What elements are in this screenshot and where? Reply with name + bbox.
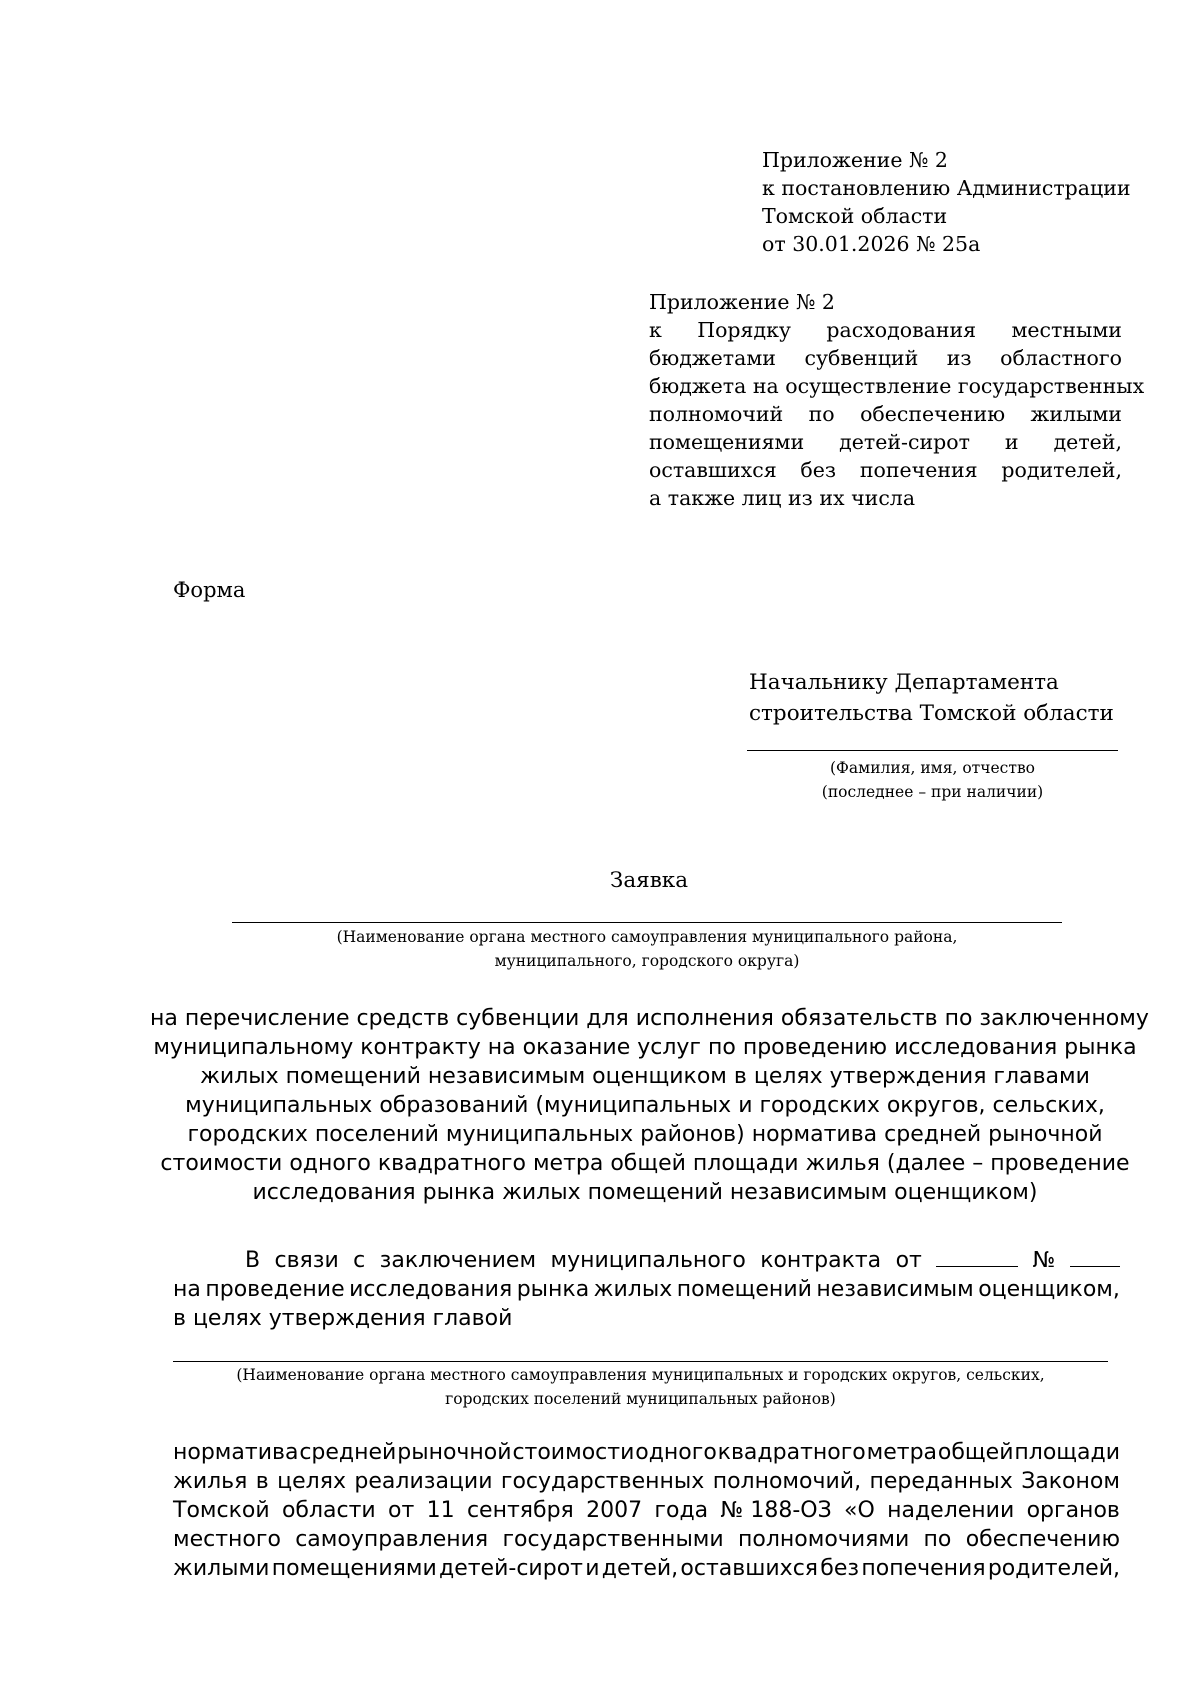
word: жилых xyxy=(593,1277,673,1302)
word: Законом xyxy=(1021,1469,1120,1494)
word: № 188-ОЗ xyxy=(720,1498,832,1523)
contract-paragraph-line: в целях утверждения главой xyxy=(173,1306,513,1331)
word: наделении xyxy=(887,1498,1015,1523)
word: реализации xyxy=(354,1469,493,1494)
word: жилья xyxy=(173,1469,248,1494)
norm-paragraph-line xyxy=(173,1467,1120,1496)
word: заключением xyxy=(379,1248,537,1273)
word: родителей, xyxy=(1001,458,1122,482)
word: родителей, xyxy=(987,1556,1120,1581)
word: 2007 xyxy=(586,1498,643,1523)
word: области xyxy=(281,1498,376,1523)
word: жилыми xyxy=(1030,402,1122,426)
word: от xyxy=(895,1248,922,1273)
appendix-procedure-line xyxy=(649,428,1122,456)
word: проведение xyxy=(205,1277,345,1302)
contract-date-blank[interactable] xyxy=(936,1246,1018,1267)
word: сентября xyxy=(466,1498,574,1523)
caption-line: муниципального, городского округа) xyxy=(494,952,800,970)
contract-paragraph-line xyxy=(173,1275,1120,1304)
addressee-block xyxy=(749,667,1114,729)
word: года xyxy=(654,1498,709,1523)
word: одного xyxy=(635,1440,717,1465)
addressee-line: строительства Томской области xyxy=(749,701,1114,726)
word: обеспечению xyxy=(860,402,1006,426)
purpose-line: городских поселений муниципальных районов) норматива средней рыночной xyxy=(187,1122,1103,1147)
word: Томской xyxy=(173,1498,270,1523)
word: рынка xyxy=(516,1277,590,1302)
appendix-resolution-line: от 30.01.2026 № 25а xyxy=(762,232,981,256)
word: полномочий, xyxy=(712,1469,862,1494)
appendix-procedure-line xyxy=(649,316,1122,344)
word: от xyxy=(388,1498,415,1523)
word: без xyxy=(800,458,837,482)
word: бюджетами xyxy=(649,346,776,370)
norm-paragraph xyxy=(173,1438,1120,1583)
purpose-line: муниципальному контракту на оказание услуг по проведению исследования рынка xyxy=(153,1035,1137,1060)
word: оценщиком, xyxy=(978,1277,1120,1302)
word: попечения xyxy=(859,458,978,482)
purpose-line: стоимости одного квадратного метра общей площади жилья (далее – проведение xyxy=(160,1151,1130,1176)
municipal-organ-caption xyxy=(173,1363,1108,1411)
addressee-line: Начальнику Департамента xyxy=(749,670,1059,695)
contract-number-blank[interactable] xyxy=(1070,1246,1120,1267)
word: контракта xyxy=(760,1248,882,1273)
appendix-resolution-block xyxy=(762,146,1131,258)
word: бюджета на осуществление государственных xyxy=(649,374,1145,398)
word: квадратного xyxy=(717,1440,866,1465)
word: оставшихся xyxy=(680,1556,819,1581)
purpose-line: муниципальных образований (муниципальных и городских округов, сельских, xyxy=(185,1093,1105,1118)
word: помещениями xyxy=(649,430,805,454)
purpose-line: исследования рынка жилых помещений независимым оценщиком) xyxy=(252,1180,1038,1205)
word: 11 xyxy=(426,1498,455,1523)
word: обеспечению xyxy=(965,1527,1120,1552)
contract-paragraph-line xyxy=(173,1246,1120,1275)
norm-paragraph-line xyxy=(173,1554,1120,1583)
purpose-paragraph xyxy=(150,1004,1149,1207)
contract-paragraph xyxy=(173,1246,1120,1333)
caption-line: (Наименование органа местного самоуправления муниципальных и городских округов, сельских, xyxy=(236,1366,1045,1384)
appendix-resolution-line: к постановлению Администрации xyxy=(762,176,1131,200)
word: «О xyxy=(844,1498,875,1523)
norm-paragraph-line xyxy=(173,1525,1120,1554)
appendix-procedure-last-line: а также лиц из их числа xyxy=(649,486,916,510)
purpose-line: жилых помещений независимым оценщиком в целях утверждения главами xyxy=(200,1064,1090,1089)
appendix-procedure-line xyxy=(649,372,1145,400)
word: полномочиями xyxy=(738,1527,910,1552)
word: субвенций xyxy=(804,346,919,370)
word: на xyxy=(173,1277,201,1302)
caption-line: (Наименование органа местного самоуправления муниципального района, xyxy=(336,928,958,946)
word: средней xyxy=(299,1440,397,1465)
word: целях xyxy=(277,1469,346,1494)
word: самоуправления xyxy=(295,1527,489,1552)
word: детей-сирот xyxy=(839,430,970,454)
word: рыночной xyxy=(397,1440,512,1465)
word: к xyxy=(649,318,662,342)
word: В xyxy=(245,1248,261,1273)
appendix-procedure-block xyxy=(649,288,1145,512)
word: местными xyxy=(1011,318,1122,342)
word: помещениями xyxy=(271,1556,437,1581)
organization-name-caption xyxy=(232,925,1062,973)
word: жилыми xyxy=(173,1556,270,1581)
word: из xyxy=(946,346,972,370)
word: государственными xyxy=(502,1527,724,1552)
word: помещений xyxy=(676,1277,812,1302)
caption-line: (Фамилия, имя, отчество xyxy=(829,759,1035,777)
caption-line: городских поселений муниципальных районов) xyxy=(445,1390,836,1408)
word: и xyxy=(1004,430,1019,454)
word: детей-сирот xyxy=(439,1556,583,1581)
form-label: Форма xyxy=(173,578,246,602)
appendix-procedure-line xyxy=(649,344,1122,372)
norm-paragraph-line xyxy=(173,1496,1120,1525)
municipal-organ-underline xyxy=(173,1361,1108,1362)
word: с xyxy=(353,1248,366,1273)
word: связи xyxy=(274,1248,339,1273)
word: исследования xyxy=(349,1277,513,1302)
word: муниципального xyxy=(550,1248,746,1273)
word: местного xyxy=(173,1527,281,1552)
word: метра xyxy=(866,1440,938,1465)
number-sign: № xyxy=(1032,1248,1056,1273)
appendix-resolution-line: Приложение № 2 xyxy=(762,148,948,172)
word: детей, xyxy=(601,1556,679,1581)
appendix-procedure-line xyxy=(649,400,1122,428)
word: норматива xyxy=(173,1440,299,1465)
appendix-procedure-title: Приложение № 2 xyxy=(649,290,835,314)
word: без xyxy=(820,1556,860,1581)
word: попечения xyxy=(861,1556,986,1581)
word: и xyxy=(585,1556,600,1581)
word: расходования xyxy=(826,318,977,342)
word: общей xyxy=(937,1440,1014,1465)
purpose-line: на перечисление средств субвенции для исполнения обязательств по заключенному xyxy=(150,1006,1149,1031)
word: по xyxy=(923,1527,952,1552)
word: Порядку xyxy=(697,318,791,342)
word: государственных xyxy=(500,1469,705,1494)
caption-line: (последнее – при наличии) xyxy=(821,783,1044,801)
appendix-procedure-line xyxy=(649,456,1122,484)
word: по xyxy=(808,402,835,426)
addressee-name-caption xyxy=(747,756,1118,804)
word: площади xyxy=(1014,1440,1120,1465)
addressee-name-underline xyxy=(747,750,1118,751)
word: детей, xyxy=(1053,430,1122,454)
word: независимым xyxy=(816,1277,974,1302)
appendix-resolution-line: Томской области xyxy=(762,204,948,228)
word: оставшихся xyxy=(649,458,777,482)
word: полномочий xyxy=(649,402,784,426)
organization-name-underline xyxy=(232,922,1062,923)
word: областного xyxy=(1000,346,1122,370)
word: стоимости xyxy=(512,1440,635,1465)
appendix-procedure-lines xyxy=(649,316,1145,484)
document-title: Заявка xyxy=(609,868,689,893)
word: переданных xyxy=(869,1469,1013,1494)
word: органов xyxy=(1026,1498,1120,1523)
word: в xyxy=(255,1469,269,1494)
norm-paragraph-line xyxy=(173,1438,1120,1467)
